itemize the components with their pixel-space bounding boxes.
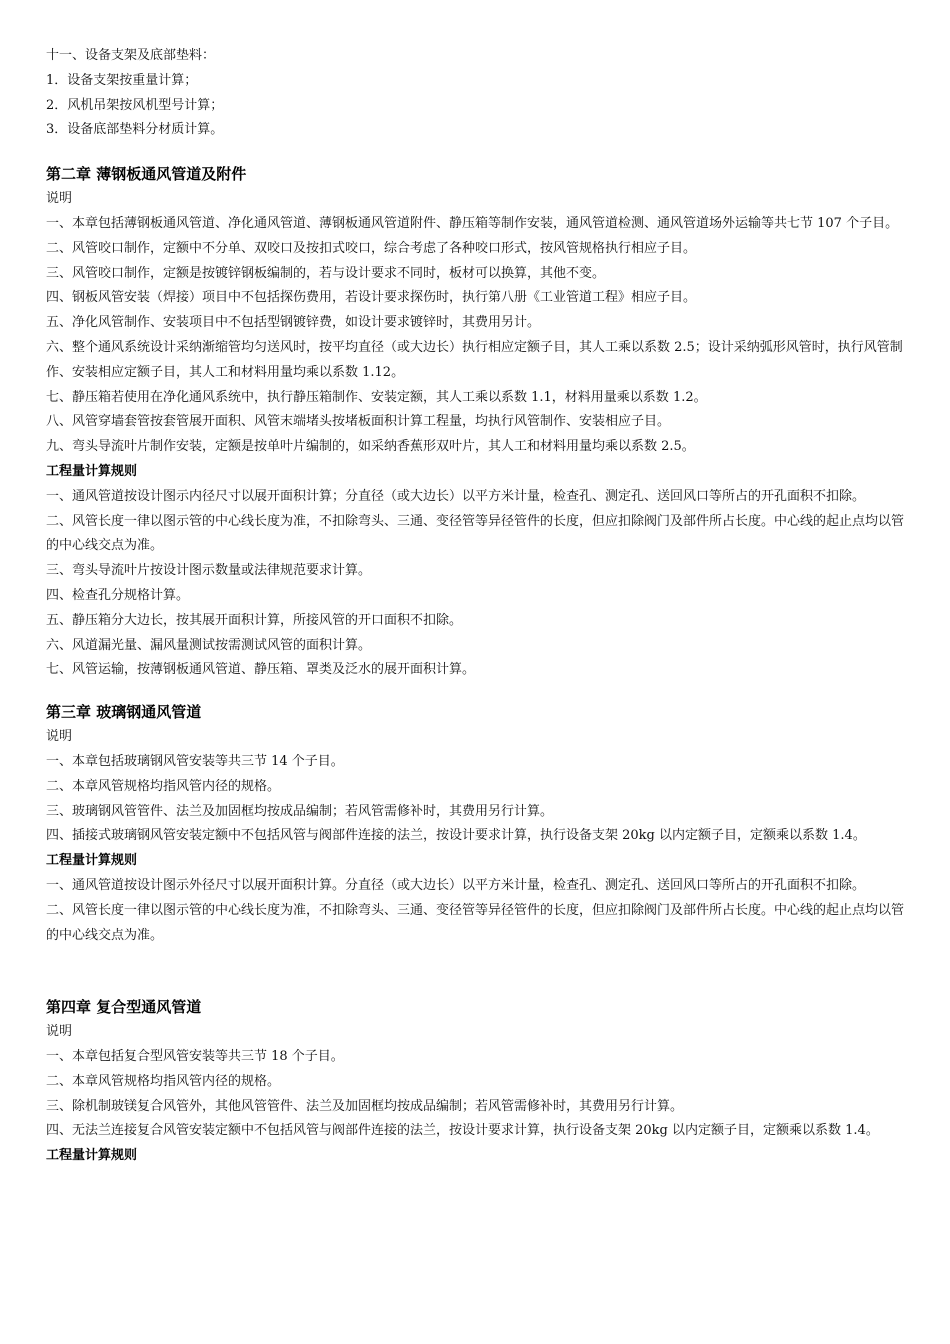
chapter-2-desc-item: 九、弯头导流叶片制作安装，定额是按单叶片编制的，如采纳香蕉形双叶片，其人工和材料用量均乘以系数 2.5。 — [46, 439, 695, 455]
section-11-item: 3．设备底部垫料分材质计算。 — [46, 122, 224, 138]
chapter-2-rule-item: 七、风管运输，按薄钢板通风管道、静压箱、罩类及泛水的展开面积计算。 — [46, 662, 476, 678]
section-11-item: 2．风机吊架按风机型号计算； — [46, 97, 224, 113]
chapter-2-rule-item: 三、弯头导流叶片按设计图示数量或法律规范要求计算。 — [46, 563, 372, 579]
section-11-title: 十一、设备支架及底部垫料： — [46, 48, 216, 63]
chapter-2-desc-item: 四、钢板风管安装（焊接）项目中不包括探伤费用，若设计要求探伤时，执行第八册《工业管道工程》相应子目。 — [46, 290, 697, 306]
chapter-3-desc-item: 一、本章包括玻璃钢风管安装等共三节 14 个子目。 — [46, 753, 344, 769]
chapter-2-desc-item: 五、净化风管制作、安装项目中不包括型钢镀锌费，如设计要求镀锌时，其费用另计。 — [46, 315, 541, 331]
chapter-3-desc-item: 三、玻璃钢风管管件、法兰及加固框均按成品编制；若风管需修补时，其费用另行计算。 — [46, 803, 554, 819]
chapter-2-desc-item: 八、风管穿墙套管按套管展开面积、风管末端堵头按堵板面积计算工程量，均执行风管制作、安装相应子目。 — [46, 414, 671, 430]
chapter-2-desc-item: 三、风管咬口制作，定额是按镀锌钢板编制的，若与设计要求不同时，板材可以换算，其他不变。 — [46, 265, 606, 281]
chapter-4-desc-item: 一、本章包括复合型风管安装等共三节 18 个子目。 — [46, 1049, 344, 1065]
chapter-2-rules-label: 工程量计算规则 — [46, 463, 138, 479]
chapter-3-desc-label: 说明 — [46, 729, 73, 745]
chapter-2-rule-item: 五、静压箱分大边长，按其展开面积计算，所接风管的开口面积不扣除。 — [46, 612, 463, 628]
chapter-4-desc-item: 二、本章风管规格均指风管内径的规格。 — [46, 1073, 281, 1089]
chapter-2-desc-item: 二、风管咬口制作，定额中不分单、双咬口及按扣式咬口，综合考虑了各种咬口形式，按风管规格执行相应子目。 — [46, 240, 697, 256]
chapter-2-desc-label: 说明 — [46, 191, 73, 207]
chapter-2-desc-item: 七、静压箱若使用在净化通风系统中，执行静压箱制作、安装定额，其人工乘以系数 1.1，材料用量乘以系数 1.2。 — [46, 389, 707, 405]
chapter-4-title: 第四章 复合型通风管道 — [46, 998, 202, 1017]
chapter-3-desc-item: 四、插接式玻璃钢风管安装定额中不包括风管与阀部件连接的法兰，按设计要求计算，执行设备支架 20kg 以内定额子目，定额乘以系数 1.4。 — [46, 828, 866, 844]
chapter-2-desc-item: 六、整个通风系统设计采纳渐缩管均匀送风时，按平均直径（或大边长）执行相应定额子目，其人工乘以系数 2.5；设计采纳弧形风管时，执行风管制作、安装相应定额子目，其人工和材料用量均乘以系数 1.12。 — [46, 339, 903, 380]
chapter-2-rule-item: 一、通风管道按设计图示内径尺寸以展开面积计算；分直径（或大边长）以平方米计量，检查孔、测定孔、送回风口等所占的开孔面积不扣除。 — [46, 488, 866, 504]
chapter-2-rule-item: 二、风管长度一律以图示管的中心线长度为准，不扣除弯头、三通、变径管等异径管件的长度，但应扣除阀门及部件所占长度。中心线的起止点均以管的中心线交点为准。 — [46, 513, 905, 554]
chapter-4-desc-label: 说明 — [46, 1024, 73, 1040]
document-page — [46, 44, 910, 1169]
chapter-2-rule-item: 六、风道漏光量、漏风量测试按需测试风管的面积计算。 — [46, 637, 372, 653]
chapter-4-desc-item: 四、无法兰连接复合风管安装定额中不包括风管与阀部件连接的法兰，按设计要求计算，执行设备支架 20kg 以内定额子目，定额乘以系数 1.4。 — [46, 1123, 879, 1139]
chapter-3-desc-item: 二、本章风管规格均指风管内径的规格。 — [46, 778, 281, 794]
chapter-2-desc-item: 一、本章包括薄钢板通风管道、净化通风管道、薄钢板通风管道附件、静压箱等制作安装，通风管道检测、通风管道场外运输等共七节 107 个子目。 — [46, 215, 899, 231]
chapter-3-rules-label: 工程量计算规则 — [46, 853, 138, 869]
chapter-2-rule-item: 四、检查孔分规格计算。 — [46, 587, 190, 603]
chapter-4-rules-label: 工程量计算规则 — [46, 1148, 138, 1164]
chapter-4-desc-item: 三、除机制玻镁复合风管外，其他风管管件、法兰及加固框均按成品编制；若风管需修补时，其费用另行计算。 — [46, 1098, 684, 1114]
chapter-3-title: 第三章 玻璃钢通风管道 — [46, 703, 202, 722]
chapter-3-rule-item: 二、风管长度一律以图示管的中心线长度为准，不扣除弯头、三通、变径管等异径管件的长度，但应扣除阀门及部件所占长度。中心线的起止点均以管的中心线交点为准。 — [46, 902, 905, 943]
chapter-2-title: 第二章 薄钢板通风管道及附件 — [46, 165, 247, 184]
section-11-item: 1．设备支架按重量计算； — [46, 72, 198, 88]
chapter-3-rule-item: 一、通风管道按设计图示外径尺寸以展开面积计算。分直径（或大边长）以平方米计量，检查孔、测定孔、送回风口等所占的开孔面积不扣除。 — [46, 877, 866, 893]
